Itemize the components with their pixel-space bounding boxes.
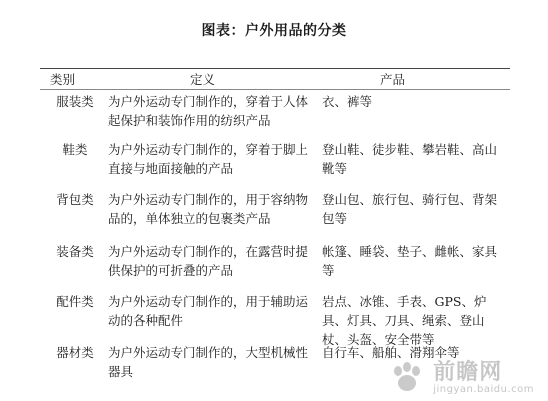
- row-category: 服装类: [56, 94, 94, 109]
- watermark-main-text: 前瞻网: [433, 360, 503, 385]
- header-definition: 定义: [190, 72, 216, 87]
- row-products: 自行车、船舶、滑翔伞等: [322, 345, 460, 360]
- row-category: 背包类: [56, 192, 94, 207]
- row-category: 器材类: [56, 345, 94, 360]
- row-category: 鞋类: [62, 142, 88, 157]
- row-definition: 为户外运动专门制作的，穿着于脚上直接与地面接触的产品: [108, 142, 309, 176]
- watermark-sub-text: jingyan.baidu.com: [433, 384, 534, 395]
- row-definition: 为户外运动专门制作的，在露营时提供保护的可折叠的产品: [108, 244, 309, 278]
- row-definition: 为户外运动专门制作的，穿着于人体起保护和装饰作用的纺织产品: [108, 94, 309, 128]
- row-definition: 为户外运动专门制作的，大型机械性器具: [108, 345, 309, 379]
- row-category: 装备类: [56, 244, 94, 259]
- table-header-row: [40, 70, 510, 88]
- row-products: 登山鞋、徒步鞋、攀岩鞋、高山靴等: [322, 142, 498, 176]
- table-top-rule: [40, 68, 510, 69]
- table-title: 图表：户外用品的分类: [201, 23, 347, 39]
- header-products: 产品: [380, 72, 406, 87]
- table-header-rule: [40, 89, 510, 90]
- header-category: 类别: [50, 72, 76, 87]
- row-definition: 为户外运动专门制作的，用于容纳物品的，单体独立的包裹类产品: [108, 192, 309, 226]
- watermark: [433, 355, 534, 395]
- row-products: 岩点、冰锥、手表、GPS、炉具、灯具、刀具、绳索、登山杖、头盔、安全带等: [322, 294, 487, 347]
- watermark-paw-icon: [387, 357, 427, 397]
- row-category: 配件类: [56, 294, 94, 309]
- row-products: 衣、裤等: [322, 94, 373, 109]
- row-products: 登山包、旅行包、骑行包、背架包等: [322, 192, 498, 226]
- row-definition: 为户外运动专门制作的，用于辅助运动的各种配件: [108, 294, 309, 328]
- row-products: 帐篷、睡袋、垫子、雌帐、家具等: [322, 244, 498, 278]
